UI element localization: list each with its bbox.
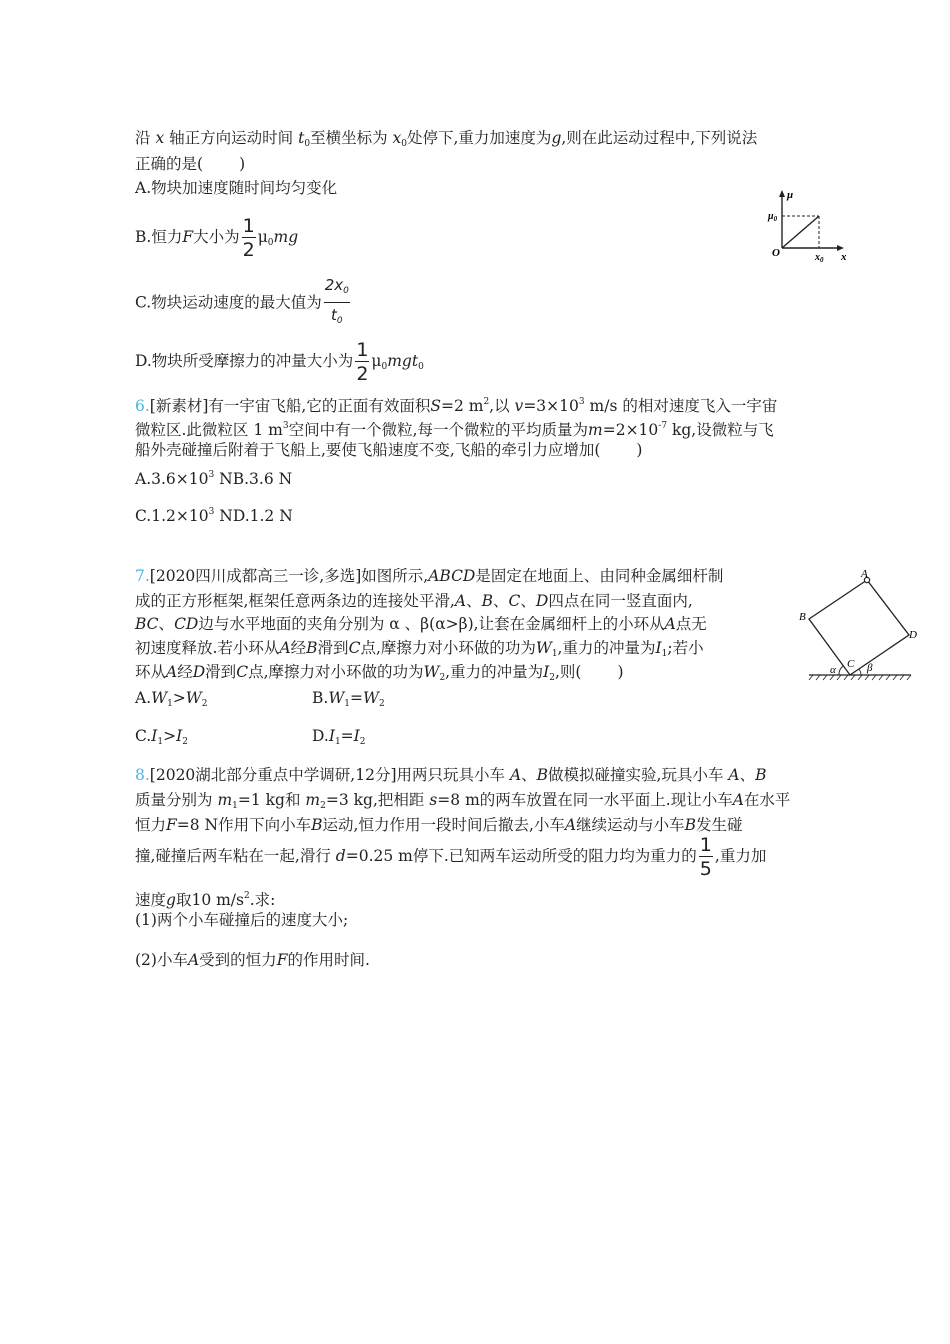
mu-x-graph: [762, 186, 852, 264]
fraction-2x0-t0: $\frac{2x_0}{t_0}$: [324, 276, 349, 326]
q5-option-b: B.恒力F大小为 $\frac{1}{2}$ $\mu_0mg$: [135, 214, 299, 261]
q8-line3: 恒力F=8 N作用下向小车B运动,恒力作用一段时间后撤去,小车A继续运动与小车B发生碰: [135, 816, 743, 834]
fraction-one-fifth: $\frac{1}{5}$: [699, 833, 712, 880]
q8-line5: 速度g取10 $m/s^2$.求:: [135, 891, 276, 909]
q6-line1: 6.[新素材]有一宇宙飞船,它的正面有效面积S=2 $m^2$,以 $v=3\times 10^3$ m/s 的相对速度飞入一宇宙: [135, 397, 778, 415]
q8-line1: 8.[2020湖北部分重点中学调研,12分]用两只玩具小车 A、B做模拟碰撞实验,玩具小车 A、B: [135, 766, 767, 784]
square-frame: [809, 580, 909, 675]
q5-line1: 沿 x 轴正方向运动时间 $t_0$至横坐标为 $x_0$处停下,重力加速度为g,则在此运动过程中,下列说法: [135, 129, 758, 149]
q6-options-ab: $A.3.6\times 10^3$ NB.3.6 N: [135, 470, 293, 488]
q8-sub1: (1)两个小车碰撞后的速度大小;: [135, 911, 349, 929]
mu0-label: $\mu_0$: [768, 211, 778, 223]
fraction-half: $\frac{1}{2}$: [242, 214, 255, 261]
mu-label: μ: [787, 189, 794, 201]
q6-line2: 微粒区.此微粒区 1 $m^3$空间中有一个微粒,每一个微粒的平均质量为$m=2\times 10^{-7}$ kg,设微粒与飞: [135, 421, 774, 439]
beta-arc: [859, 669, 861, 675]
q5-line2: 正确的是( ): [135, 155, 246, 173]
q7-line4: 初速度释放.若小环从A经B滑到C点,摩擦力对小环做的功为$W_1$,重力的冲量为$I_1$;若小: [135, 639, 704, 659]
q7-line3: BC、CD边与水平地面的夹角分别为 α 、β(α>β),让套在金属细杆上的小环从A点无: [135, 615, 707, 633]
origin-label: O: [772, 247, 780, 259]
x0-label: $x_0$: [815, 252, 824, 264]
label-c: C: [847, 658, 855, 670]
label-b: B: [799, 611, 806, 623]
x-label: x: [841, 251, 847, 263]
q7-options-cd: $C.I_1>I_2$ $D.I_1=I_2$: [135, 727, 366, 747]
q8-line2: 质量分别为 $m_1=1$ kg和 $m_2=3$ kg,把相距 s=8 m的两车放置在同一水平面上.现让小车A在水平: [135, 791, 791, 811]
graph-line: [782, 216, 819, 248]
q6-options-cd: $C.1.2\times 10^3$ ND.1.2 N: [135, 507, 293, 525]
square-frame-figure: [795, 565, 915, 685]
ground-hatch: [809, 675, 911, 680]
q7-line1: 7.[2020四川成都高三一诊,多选]如图所示,ABCD是固定在地面上、由同种金属细杆制: [135, 567, 724, 585]
label-alpha: α: [830, 664, 836, 676]
q8-line4: 撞,碰撞后两车粘在一起,滑行 d=0.25 m停下.已知两车运动所受的阻力均为重力的 $\frac{1}{5}$ ,重力加: [135, 833, 767, 880]
y-arrow: [779, 190, 785, 197]
q7-line5: 环从A经D滑到C点,摩擦力对小环做的功为$W_2$,重力的冲量为$I_2$,则( ): [135, 663, 624, 683]
q6-line3: 船外壳碰撞后附着于飞船上,要使飞船速度不变,飞船的牵引力应增加( ): [135, 441, 643, 459]
q5-option-c: C.物块运动速度的最大值为 $\frac{2x_0}{t_0}$: [135, 274, 352, 333]
q7-line2: 成的正方形框架,框架任意两条边的连接处平滑,A、B、C、D四点在同一竖直面内,: [135, 592, 693, 610]
q7-options-ab: $A.W_1>W_2$ $B.W_1=W_2$: [135, 689, 385, 709]
alpha-arc: [839, 666, 843, 675]
q5-option-d: D.物块所受摩擦力的冲量大小为 $\frac{1}{2}$ $\mu_0mgt_0$: [135, 338, 424, 385]
q8-sub2: (2)小车A受到的恒力F的作用时间.: [135, 951, 370, 969]
label-beta: β: [867, 662, 873, 674]
q5-option-a: A.物块加速度随时间均匀变化: [135, 179, 338, 197]
label-d: D: [909, 629, 917, 641]
fraction-half-2: $\frac{1}{2}$: [356, 338, 369, 385]
label-a: A: [861, 568, 868, 580]
